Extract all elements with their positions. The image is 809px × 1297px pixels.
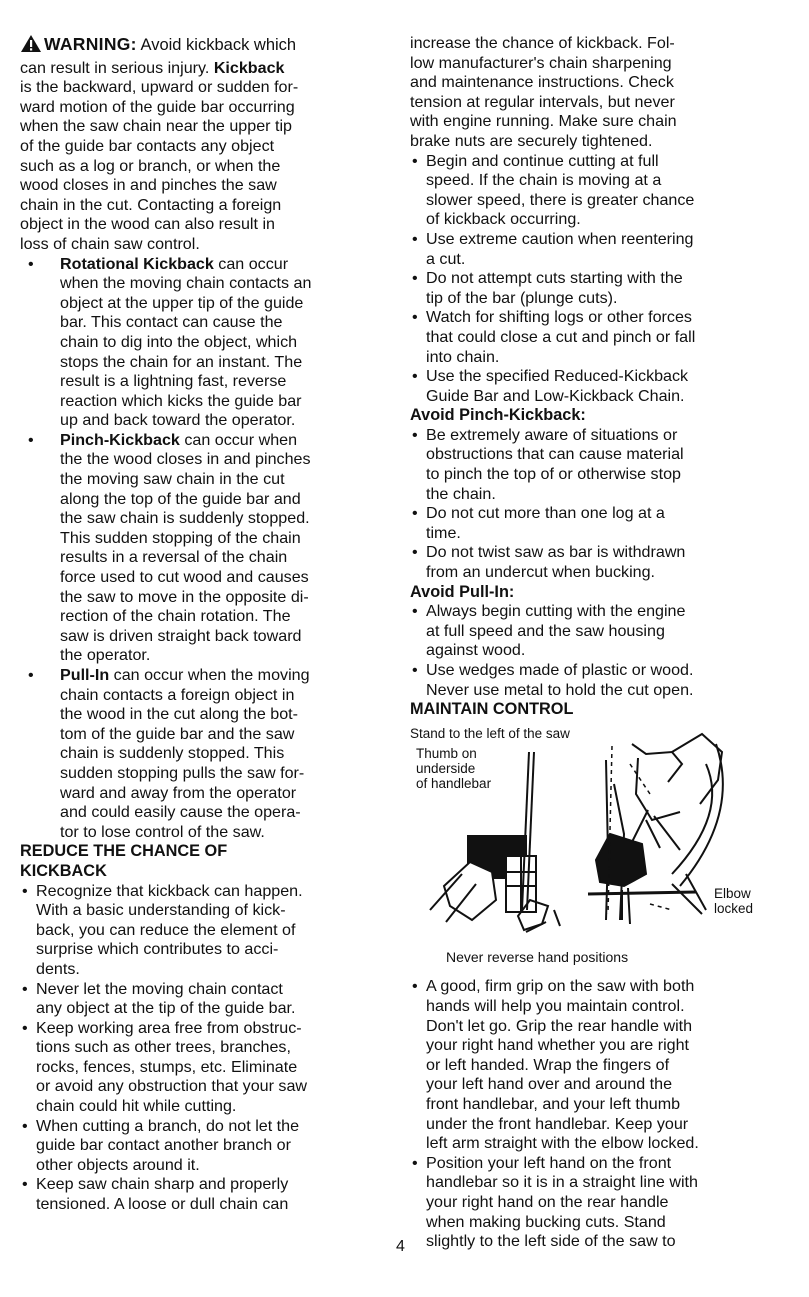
item-text: of kickback occurring. [426,210,581,229]
bullet: • [22,881,28,900]
item-text: your right hand whether you are right [426,1036,690,1055]
item-text: This sudden stopping of the chain [60,528,301,547]
item-text: back, you can reduce the element of [36,920,296,939]
item-text: sudden stopping pulls the saw for- [60,763,305,782]
maintain-control-heading: MAINTAIN CONTROL [410,700,574,719]
item-text: Always begin cutting with the engine [426,602,686,621]
item-text: speed. If the chain is moving at a [426,171,662,190]
item-text: rection of the chain rotation. The [60,607,291,626]
item-text: A good, firm grip on the saw with both [426,977,695,996]
thumb-label: of handlebar [416,775,492,791]
item-text: can occur when [179,430,298,449]
item-text: stops the chain for an instant. The [60,352,303,371]
bullet: • [412,308,418,327]
item-text: Be extremely aware of situations or [426,425,678,444]
intro-line: wood closes in and pinches the saw [20,176,277,195]
item-text: saw is driven straight back toward [60,626,302,645]
right-column [410,34,802,1252]
left-column [20,34,382,1215]
item-text: Use the specified Reduced-Kickback [426,367,689,386]
item-shifting-logs [410,308,802,367]
item-text: along the top of the guide bar and [60,489,301,508]
reduce-item-branch [20,1117,382,1176]
bullet: • [412,151,418,170]
control-item-position [410,1154,802,1252]
item-text: reaction which kicks the guide bar [60,391,302,410]
pull-in-item [20,666,382,842]
item-text: under the front handlebar. Keep your [426,1114,689,1133]
reduce-kickback-heading: REDUCE THE CHANCE OF [20,842,228,861]
bullet: • [412,977,418,996]
reduce-item-working-area [20,1019,382,1117]
pinch-item-one-log [410,504,802,543]
thumb-label: underside [416,760,476,776]
item-text: Don't let go. Grip the rear handle with [426,1016,693,1035]
bullet: • [28,430,34,449]
bullet: • [412,1153,418,1172]
bullet: • [412,269,418,288]
grip-illustration [410,724,802,946]
item-text: time. [426,523,461,542]
item-text: a cut. [426,249,466,268]
item-reentering [410,230,802,269]
intro-line: when the saw chain near the upper tip [20,117,292,136]
item-text: Watch for shifting logs or other forces [426,308,692,327]
item-text: slower speed, there is greater chance [426,190,695,209]
item-text: guide bar contact another branch or [36,1136,291,1155]
rotational-kickback-term: Rotational Kickback [60,254,214,273]
item-text: tions such as other trees, branches, [36,1038,291,1057]
item-text: the the wood closes in and pinches [60,450,311,469]
item-text: Do not cut more than one log at a [426,504,665,523]
rotational-kickback-item [20,255,382,431]
item-text: your right hand on the rear handle [426,1192,669,1211]
kickback-term: Kickback [213,58,285,77]
item-text: bar. This contact can cause the [60,313,283,332]
bullet: • [28,254,34,273]
bullet: • [412,367,418,386]
continued-text: and maintenance instructions. Check [410,73,674,92]
intro-line: ward motion of the guide bar occurring [20,97,295,116]
item-text: tor to lose control of the saw. [60,822,265,841]
warning-label: WARNING: [44,34,137,54]
warning-paragraph [20,34,382,59]
item-text: when making bucking cuts. Stand [426,1212,666,1231]
bullet: • [412,229,418,248]
item-text: dents. [36,959,80,978]
intro-line: chain in the cut. Contacting a foreign [20,195,282,214]
figure-caption: Never reverse hand positions [446,948,629,965]
continued-text: low manufacturer's chain sharpening [410,53,672,72]
item-text: any object at the tip of the guide bar. [36,999,296,1018]
item-text: Guide Bar and Low-Kickback Chain. [426,386,685,405]
bullet: • [22,1018,28,1037]
pinch-item-aware [410,426,802,504]
pull-item-wedges [410,661,802,700]
item-text: the saw to move in the opposite di- [60,587,309,606]
item-text: chain could hit while cutting. [36,1097,237,1116]
item-text: or left handed. Wrap the fingers of [426,1055,670,1074]
item-text: Use wedges made of plastic or wood. [426,661,694,679]
item-text: against wood. [426,641,526,660]
item-text: With a basic understanding of kick- [36,901,286,920]
item-text: can occur when the moving [109,666,310,684]
item-text: Recognize that kickback can happen. [36,881,303,900]
bullet: • [22,1116,28,1135]
item-text: the operator. [60,646,151,665]
item-text: ward and away from the operator [60,783,297,802]
item-text: slightly to the left side of the saw to [426,1232,676,1251]
item-text: and could easily cause the opera- [60,803,301,822]
item-text: that could close a cut and pinch or fall [426,327,696,346]
item-text: chain to dig into the object, which [60,332,298,351]
reduce-item-recognize [20,882,382,980]
item-text: When cutting a branch, do not let the [36,1116,300,1135]
item-text: rocks, fences, stumps, etc. Eliminate [36,1057,298,1076]
item-text: Keep saw chain sharp and properly [36,1175,289,1194]
intro-line [20,59,382,79]
item-text: force used to cut wood and causes [60,568,309,587]
bullet: • [22,979,28,998]
item-text: your left hand over and around the [426,1075,673,1094]
continued-text: tension at regular intervals, but never [410,92,675,111]
item-text: tom of the guide bar and the saw [60,724,295,743]
item-text: other objects around it. [36,1155,200,1174]
item-text: or avoid any obstruction that your saw [36,1077,308,1096]
warning-text: Avoid kickback which [136,36,297,54]
intro-text: can result in serious injury. [20,58,214,77]
item-text: obstructions that can cause material [426,445,684,464]
item-text: can occur [213,254,289,273]
page-number: 4 [396,1238,405,1255]
intro-line: of the guide bar contacts any object [20,136,275,155]
continued-text: brake nuts are securely tightened. [410,131,653,150]
item-text: the wood in the cut along the bot- [60,705,298,724]
reduce-item-tip-contact [20,980,382,1019]
item-text: front handlebar, and your left thumb [426,1094,681,1113]
item-text: to pinch the top of or otherwise stop [426,465,681,484]
pull-in-term: Pull-In [60,666,110,684]
pinch-kickback-term: Pinch-Kickback [60,430,180,449]
control-item-grip [410,977,802,1153]
item-text: object at the upper tip of the guide [60,293,304,312]
item-text: Position your left hand on the front [426,1153,672,1172]
pinch-kickback-item [20,431,382,666]
item-text: into chain. [426,347,500,366]
continued-text: with engine running. Make sure chain [410,112,677,131]
item-text: Begin and continue cutting at full [426,151,659,170]
avoid-pull-in-heading: Avoid Pull-In: [410,582,515,601]
pull-item-full-speed [410,602,802,661]
item-text: result is a lightning fast, reverse [60,372,287,391]
item-text: Never let the moving chain contact [36,979,283,998]
item-text: Use extreme caution when reentering [426,229,694,248]
avoid-pinch-heading: Avoid Pinch-Kickback: [410,406,586,425]
intro-line: object in the wood can also result in [20,215,275,234]
elbow-label: locked [714,900,754,916]
item-text: chain is suddenly stopped. This [60,744,285,763]
bullet: • [412,504,418,523]
reduce-kickback-heading: KICKBACK [20,861,107,880]
item-text: the saw chain is suddenly stopped. [60,509,310,528]
item-text: when the moving chain contacts an [60,274,312,293]
bullet: • [412,602,418,621]
item-text: Never use metal to hold the cut open. [426,680,694,699]
item-text: at full speed and the saw housing [426,621,665,640]
thumb-label: Thumb on [416,745,477,761]
intro-line: loss of chain saw control. [20,234,200,253]
item-specified-bar [410,367,802,406]
elbow-label: Elbow [714,885,751,901]
item-text: tip of the bar (plunge cuts). [426,288,618,307]
intro-line: such as a log or branch, or when the [20,156,281,175]
item-full-speed [410,152,802,230]
item-text: surprise which contributes to acci- [36,940,279,959]
item-text: the chain. [426,484,496,503]
item-text: up and back toward the operator. [60,411,296,430]
continued-text: increase the chance of kickback. Fol- [410,34,675,52]
pinch-item-twist [410,543,802,582]
item-text: Keep working area free from obstruc- [36,1018,302,1037]
item-text: Do not twist saw as bar is withdrawn [426,543,686,562]
item-text: the moving saw chain in the cut [60,470,285,489]
item-text: handlebar so it is in a straight line with [426,1173,698,1192]
reduce-item-sharp-chain [20,1175,382,1214]
item-text: from an undercut when bucking. [426,563,656,582]
warning-triangle-icon [20,34,42,59]
bullet: • [412,661,418,679]
item-text: tensioned. A loose or dull chain can [36,1195,289,1214]
item-text: Do not attempt cuts starting with the [426,269,683,288]
stand-left-label: Stand to the left of the saw [410,725,570,741]
item-plunge-cuts [410,269,802,308]
intro-line: is the backward, upward or sudden for- [20,78,299,97]
item-text: results in a reversal of the chain [60,548,288,567]
item-text: hands will help you maintain control. [426,996,685,1015]
item-text: left arm straight with the elbow locked. [426,1134,699,1153]
bullet: • [28,666,34,684]
item-text: chain contacts a foreign object in [60,685,295,704]
bullet: • [22,1175,28,1194]
bullet: • [412,425,418,444]
bullet: • [412,543,418,562]
